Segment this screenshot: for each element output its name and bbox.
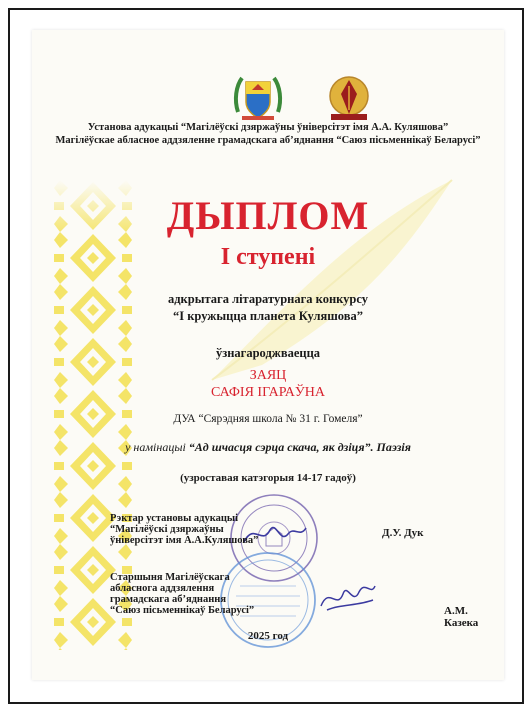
writers-union-pen-icon (327, 72, 371, 124)
photo-frame (8, 8, 524, 704)
rector-title-line: ўніверсітэт імя А.А.Куляшова” (110, 535, 259, 546)
recipient-given-name: САФІЯ ІГАРАЎНА (210, 385, 325, 400)
contest-name: “І кружыцца планета Куляшова” (172, 309, 363, 323)
diploma-degree: І ступені (220, 244, 316, 270)
chairman-signature (317, 576, 379, 616)
issue-year: 2025 год (247, 630, 289, 642)
nomination-line (32, 440, 504, 455)
recipient-surname: ЗАЯЦ (249, 368, 287, 383)
chairman-title-line: грамадскага аб’яднання (110, 594, 227, 605)
institution-header: Установа адукацыі “Магілёўскі дзяржаўны ўніверсітэт імя А.А. Куляшова” (87, 122, 449, 133)
rector-name: Д.У. Дук (382, 527, 424, 539)
contest-line-1: адкрытага літаратурнага конкурсу (167, 292, 369, 306)
rector-title-line: “Магілёўскі дзяржаўны (110, 524, 224, 535)
rector-title-block (110, 513, 258, 546)
diploma-sheet (32, 30, 504, 680)
chairman-title-block (110, 572, 254, 616)
coat-of-arms-icon (232, 72, 284, 124)
nomination-prefix: у намінацыі (125, 440, 186, 454)
diploma-title: ДЫПЛОМ (166, 193, 370, 238)
recipient-school: ДУА “Сярэдняя школа № 31 г. Гомеля” (173, 413, 363, 425)
branch-header: Магілёўскае абласное аддзяленне грамадскага аб’яднання “Саюз пісьменнікаў Беларусі” (55, 135, 481, 146)
chairman-title-line: “Саюз пісьменнікаў Беларусі” (110, 605, 255, 616)
chairman-name: А.М. Казека (444, 605, 479, 629)
awarded-label: ўзнагароджваецца (215, 346, 321, 360)
chairman-title-line: абласнога аддзялення (110, 583, 215, 594)
rector-title-line: Рэктар установы адукацыі (110, 513, 239, 524)
chairman-title-line: Старшыня Магілёўскага (110, 572, 230, 583)
age-category: (узроставая катэгорыя 14-17 гадоў) (180, 472, 356, 484)
nomination-title: “Ад шчасця сэрца скача, як дзіця”. Паэзія (188, 440, 411, 454)
